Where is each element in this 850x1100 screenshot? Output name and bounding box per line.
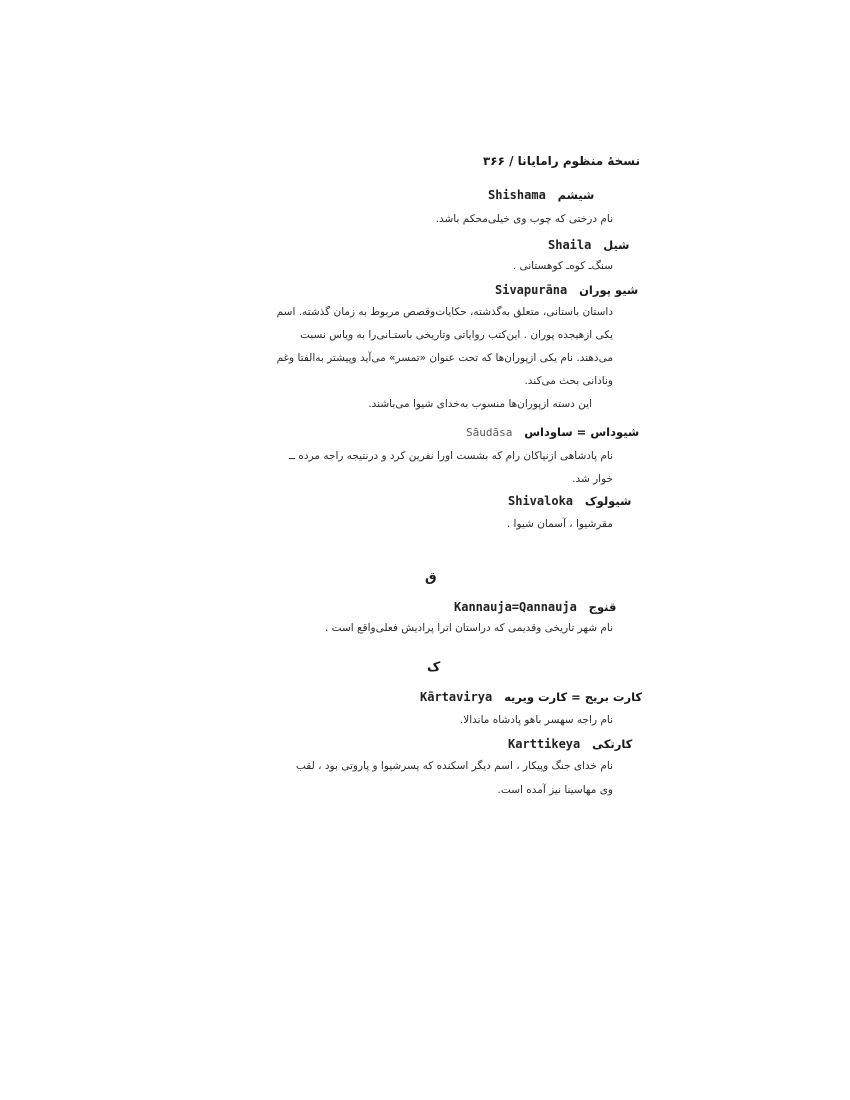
entry-latin-term: Sivapurāna [495,283,568,297]
entry-persian-term: قنوج [588,600,617,614]
entry-text-line: وی مهاسینا نیز آمده است. [497,784,613,796]
entry-text-line: سنگ‌ـ کوه‌ـ کوهستانی . [512,260,613,272]
entry-text-line: نام راجه سهسر باهو پادشاه ماندالا. [459,714,613,726]
entry-heading [420,690,642,704]
section-letter-qaf: ق [425,570,437,585]
entry-heading [508,737,632,751]
entry-persian-term: کارتکی [592,737,633,751]
entry-text-line: نام شهر تاریخی وقدیمی که دراستان اترا پرادیش فعلی‌واقع است . [324,622,613,634]
entry-latin-term: Sāudāsa [466,426,513,439]
entry-text-line: نام درختی که چوب وی خیلی‌محکم باشد. [435,213,613,225]
entry-text-line: نام پادشاهی ازنیاکان رام که بشست اورا نفرین کرد و درنتیجه راجه مرده ــ [288,450,613,462]
entry-persian-term: شیوداس = ساوداس [524,425,640,439]
entry-latin-term: Kannauja=Qannauja [454,600,577,614]
entry-heading [454,600,616,614]
entry-latin-term: Kārtavirya [420,690,493,704]
entry-persian-term: کارت بریج = کارت ویریه [504,690,643,704]
entry-text-line: مقرشیوا ، آسمان شیوا . [506,518,613,530]
entry-latin-term: Shishama [488,188,546,202]
entry-text-line: داستان باستانی، متعلق به‌گذشته، حکایات‌وقصص مربوط به زمان گذشته. اسم [276,306,613,318]
entry-latin-term: Shaila [548,238,592,252]
section-letter-kaf: ک [427,660,441,675]
entry-persian-term: شیل [603,238,630,252]
entry-heading [466,425,639,439]
page-header: نسخهٔ منظوم رامایانا / ۳۶۶ [482,154,640,168]
entry-heading [548,238,629,252]
entry-text-line: خوار شد. [572,473,613,485]
entry-text-line: ونادانی بحث می‌کند. [524,375,613,387]
entry-persian-term: شیو پوران [579,283,639,297]
entry-heading [508,494,631,508]
entry-heading [488,188,594,202]
entry-text-line: نام خدای جنگ وپیکار ، اسم دیگر اسکنده که پسرشیوا و پاروتی بود ، لقب [295,760,613,772]
entry-persian-term: شیولوک [584,494,632,508]
entry-text-line: این دسته ازپوران‌ها منسوب به‌خدای شیوا می‌باشند. [368,398,592,410]
entry-heading [495,283,638,297]
entry-persian-term: شیشم [557,188,595,202]
entry-text-line: یکی ازهیجده پوران . این‌کتب روایاتی وتاریخی باستـانی‌را به ویاس نسبت [300,329,613,341]
entry-latin-term: Shivaloka [508,494,574,508]
entry-text-line: می‌دهند. نام یکی ازپوران‌ها که تحت عنوان «تمسر» می‌آید وپیشتر به‌الفتا وغم [276,352,613,364]
entry-latin-term: Karttikeya [508,737,581,751]
